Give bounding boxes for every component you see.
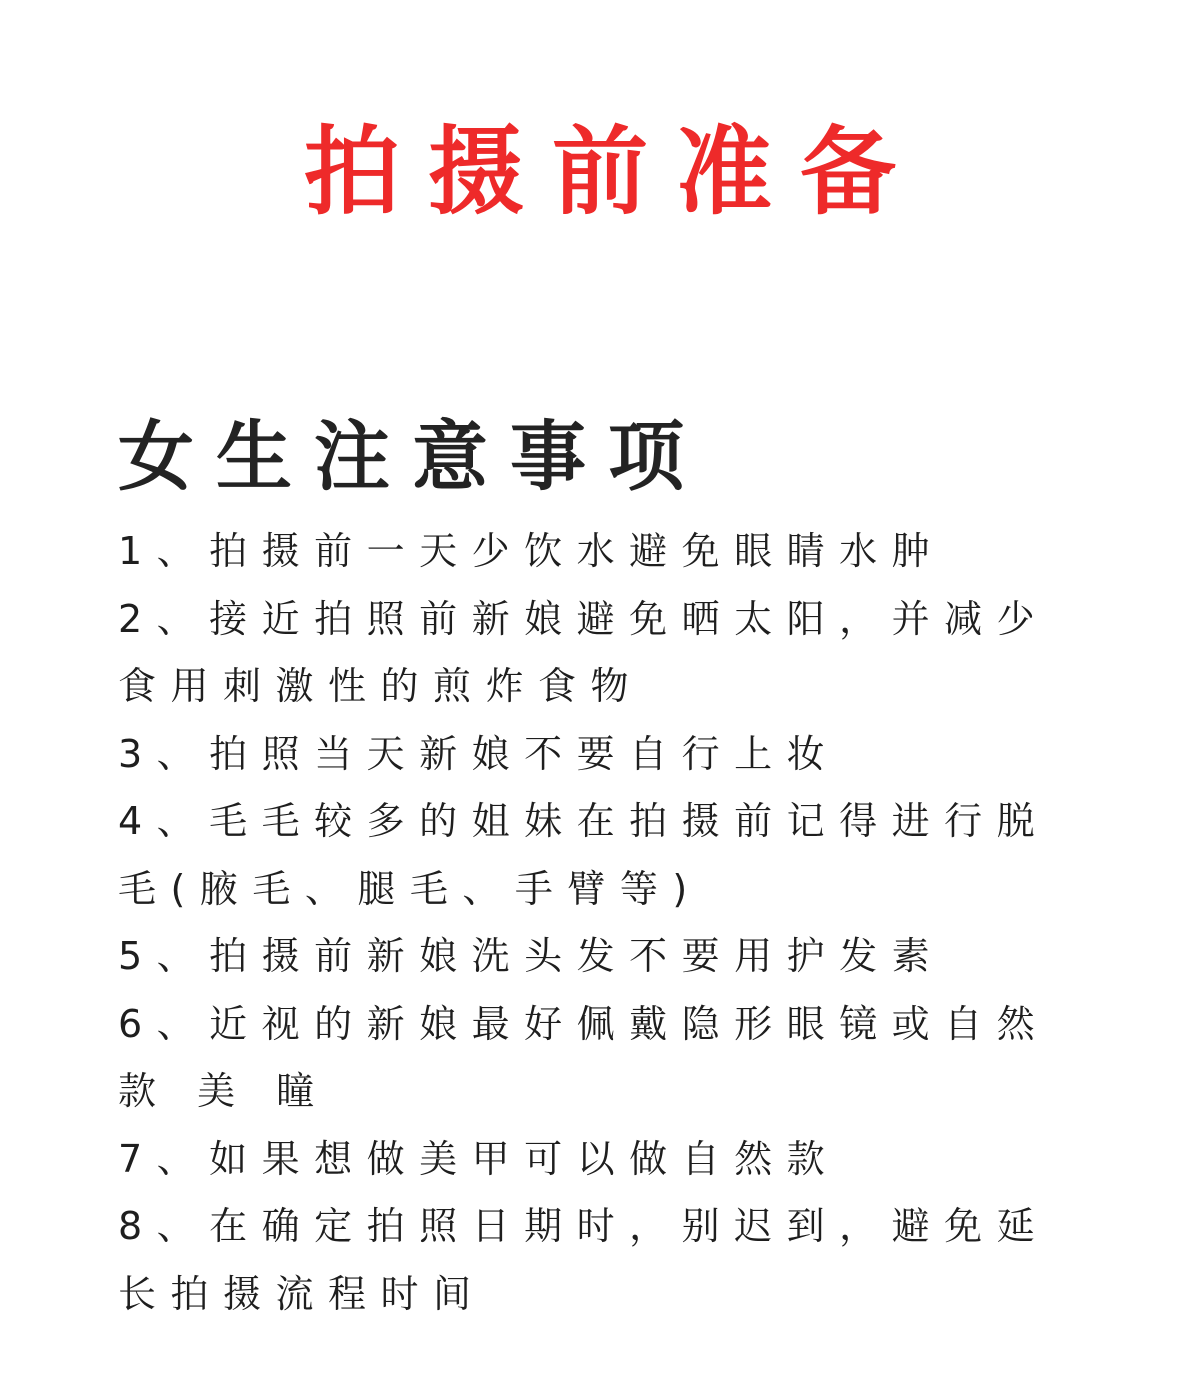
list-item: 6、近视的新娘最好佩戴隐形眼镜或自然款 美 瞳 xyxy=(118,1001,1050,1113)
list-item: 5、拍摄前新娘洗头发不要用护发素 xyxy=(118,934,945,978)
list-item: 1、拍摄前一天少饮水避免眼睛水肿 xyxy=(118,529,945,573)
notice-list xyxy=(118,518,1058,1328)
page-title: 拍摄前准备 xyxy=(304,116,924,228)
list-item: 3、拍照当天新娘不要自行上妆 xyxy=(118,731,840,776)
section-title: 女生注意事项 xyxy=(118,412,706,501)
list-item: 2、接近拍照前新娘避免晒太阳，并减少食用刺激性的煎炸食物 xyxy=(118,596,1050,708)
list-item: 4、毛毛较多的姐妹在拍摄前记得进行脱毛(腋毛、腿毛、手臂等) xyxy=(118,799,1050,911)
list-item: 8、在确定拍照日期时，别迟到，避免延长拍摄流程时间 xyxy=(118,1204,1050,1316)
list-item: 7、如果想做美甲可以做自然款 xyxy=(118,1136,840,1181)
